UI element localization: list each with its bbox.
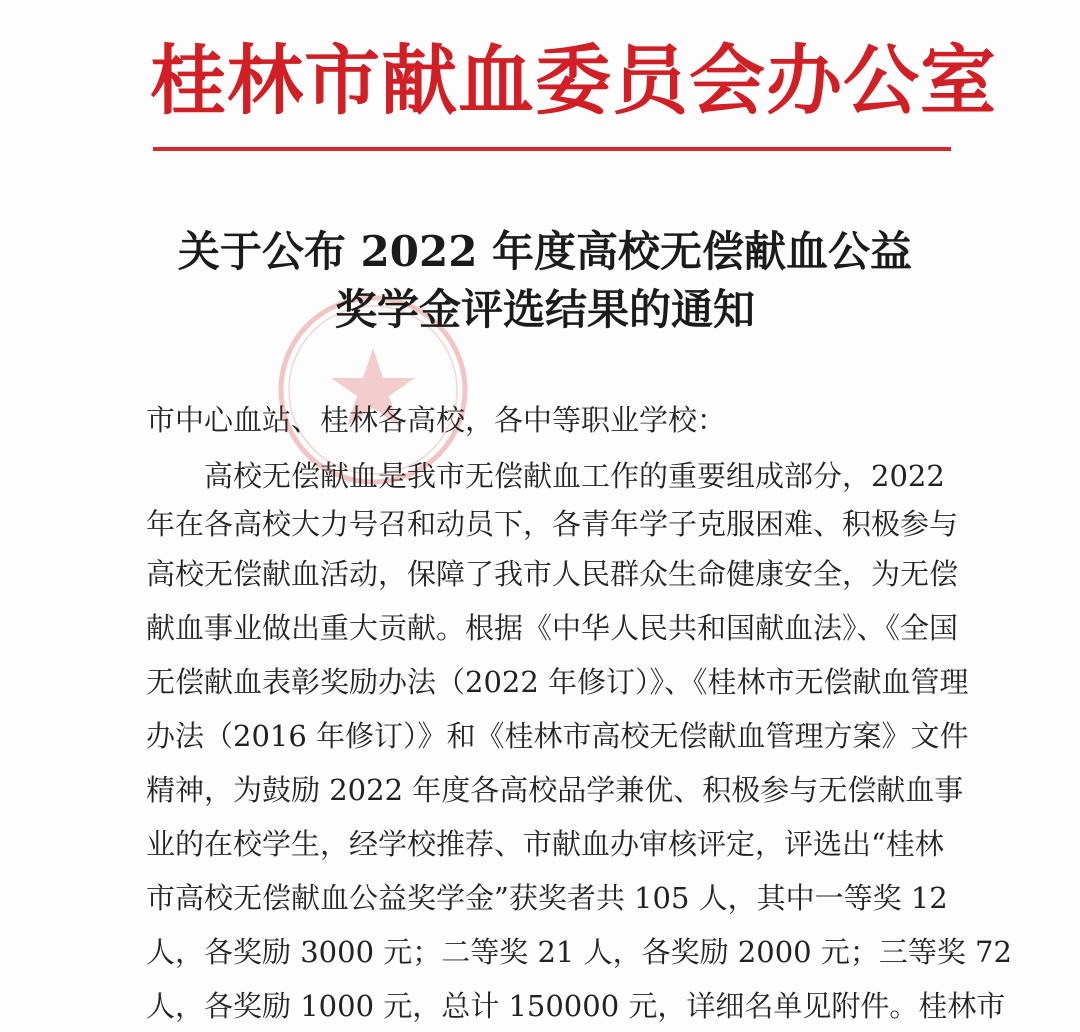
body-line: 无偿献血表彰奖励办法（2022 年修订）》、《桂林市无偿献血管理 bbox=[146, 665, 969, 699]
body-line: 人，各奖励 1000 元，总计 150000 元，详细名单见附件。桂林市 bbox=[146, 989, 1006, 1023]
body-line: 献血事业做出重大贡献。根据《中华人民共和国献血法》、《全国 bbox=[146, 611, 959, 645]
body-line: 办法（2016 年修订）》和《桂林市高校无偿献血管理方案》文件 bbox=[146, 719, 969, 753]
header-red-rule bbox=[153, 147, 951, 151]
body-line: 高校无偿献血活动，保障了我市人民群众生命健康安全，为无偿 bbox=[146, 557, 959, 591]
issuing-office-title: 桂林市献血委员会办公室 bbox=[150, 36, 997, 125]
body-line: 高校无偿献血是我市无偿献血工作的重要组成部分，2022 bbox=[204, 459, 945, 493]
body-line: 业的在校学生，经学校推荐、市献血办审核评定，评选出“桂林 bbox=[146, 827, 944, 861]
salutation: 市中心血站、桂林各高校，各中等职业学校： bbox=[146, 403, 727, 437]
body-line: 人，各奖励 3000 元；二等奖 21 人，各奖励 2000 元；三等奖 72 bbox=[146, 935, 1012, 969]
notice-title-line-2: 奖学金评选结果的通知 bbox=[334, 285, 755, 334]
notice-title-line-1: 关于公布 2022 年度高校无偿献血公益 bbox=[177, 227, 913, 276]
body-line: 年在各高校大力号召和动员下，各青年学子克服困难、积极参与 bbox=[146, 507, 959, 541]
body-line: 精神，为鼓励 2022 年度各高校品学兼优、积极参与无偿献血事 bbox=[146, 773, 964, 807]
body-line: 市高校无偿献血公益奖学金”获奖者共 105 人，其中一等奖 12 bbox=[146, 881, 948, 915]
